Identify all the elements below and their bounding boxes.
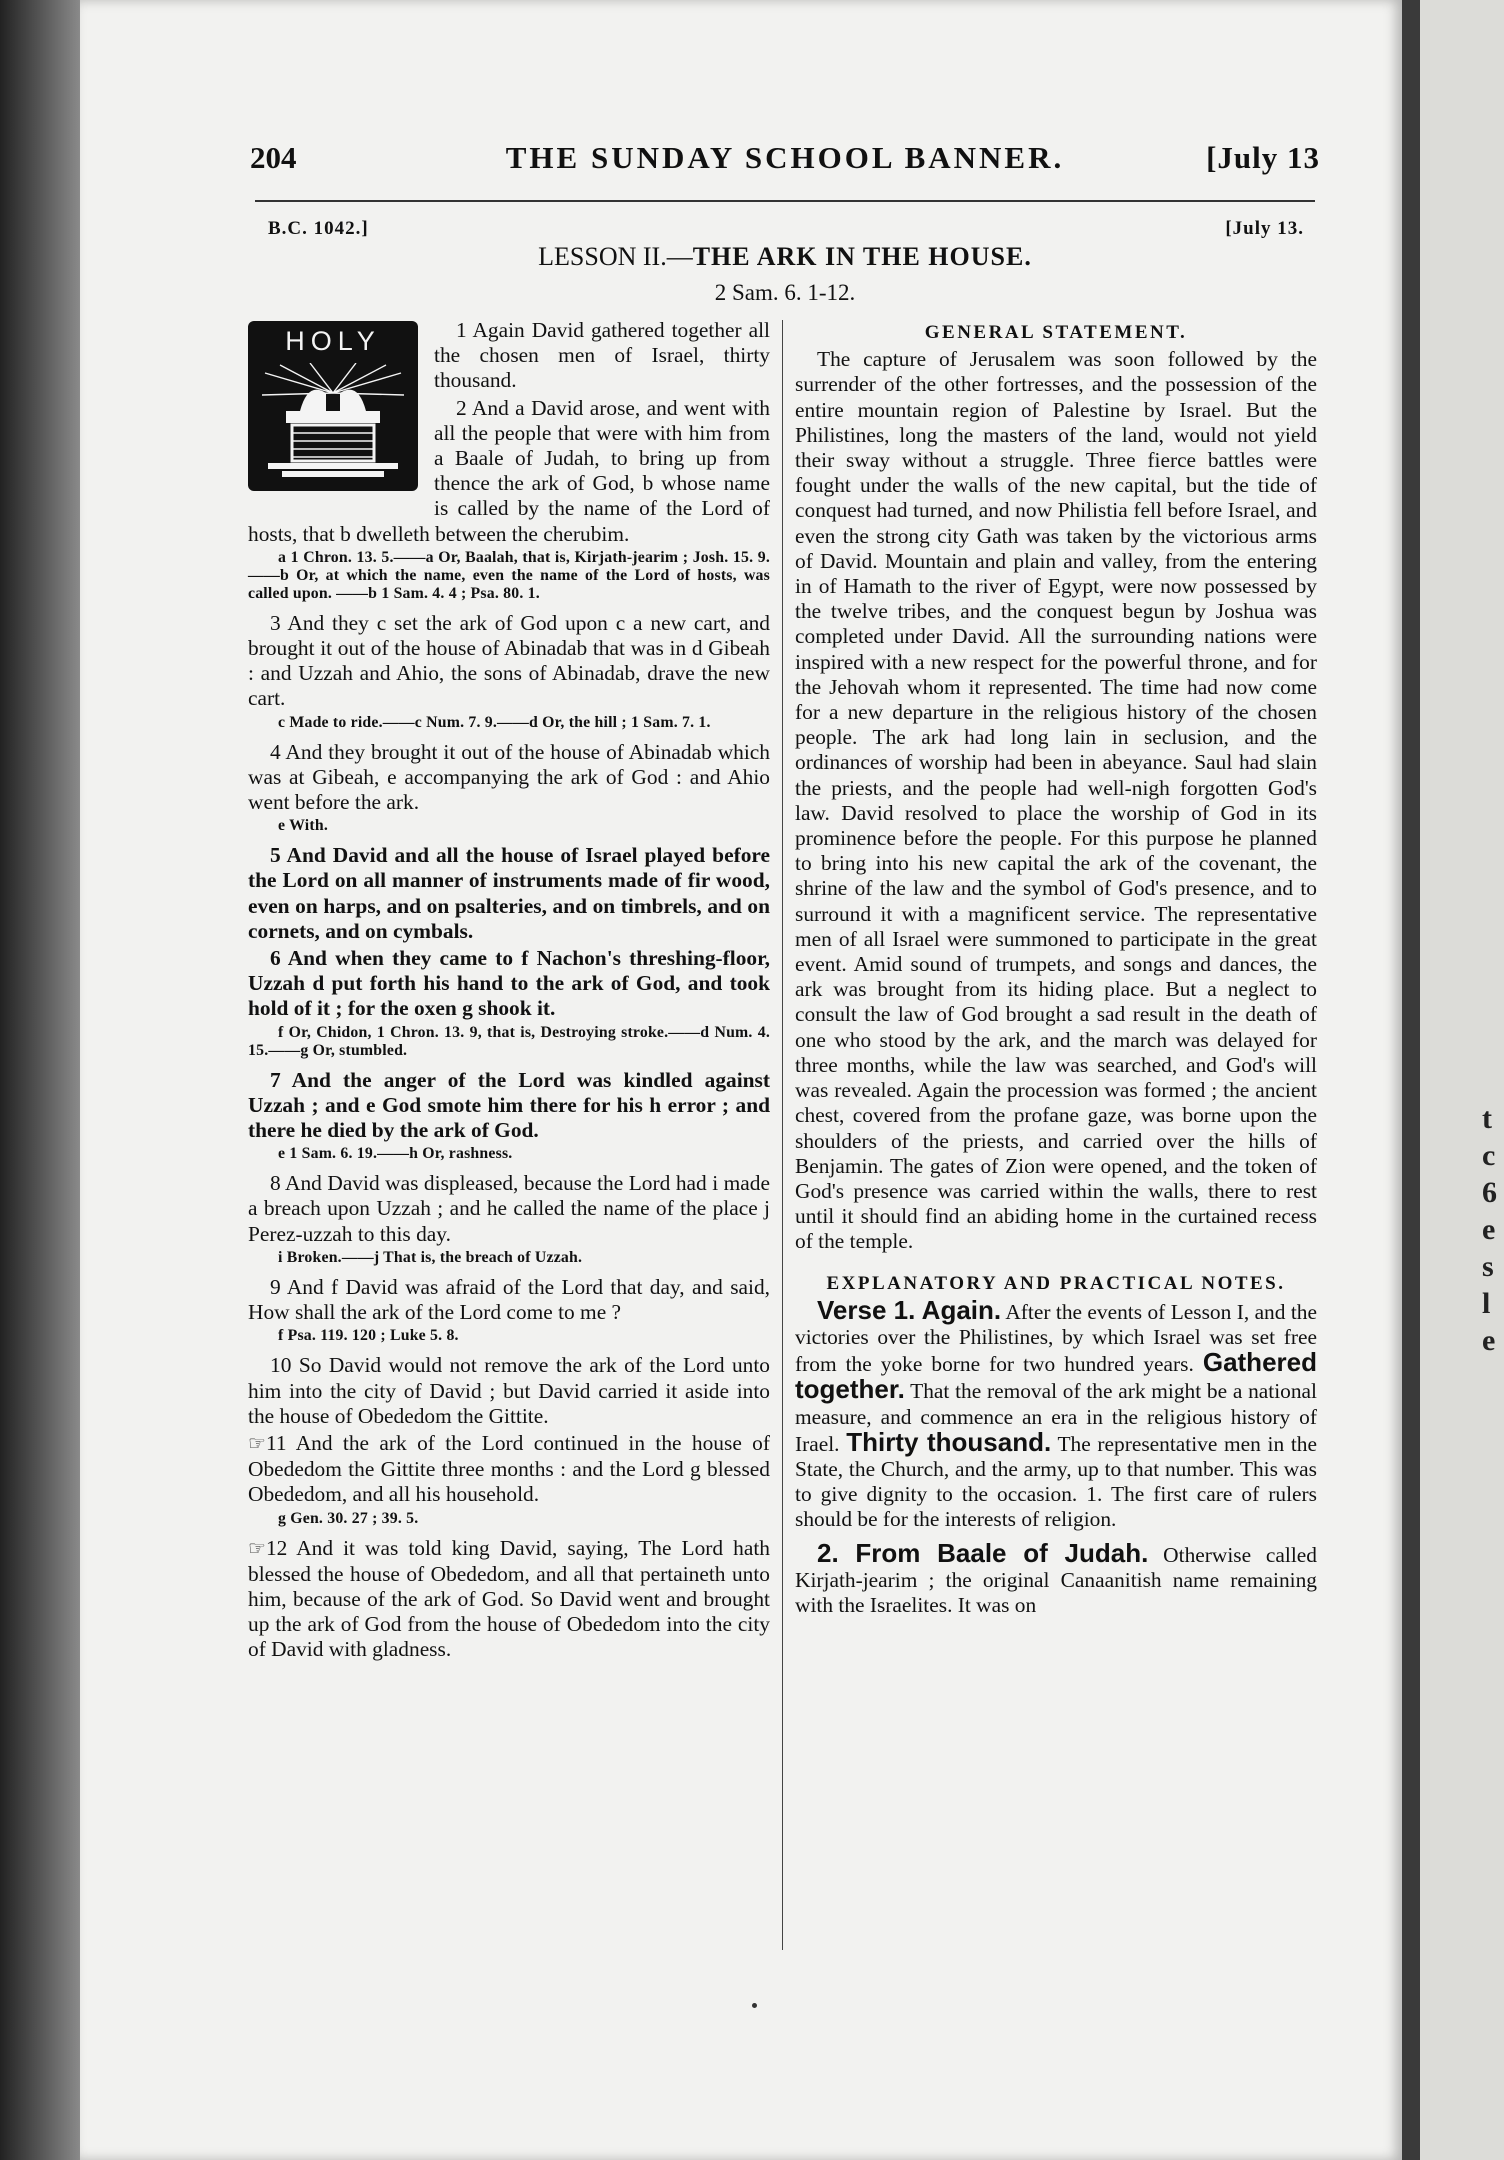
verse-7: 7 And the anger of the Lord was kindled against Uzzah ; and e God smote him there for his h error ; and there he died by the ark of God. [248,1067,770,1143]
verse-11-para [248,1431,770,1508]
column-divider [782,320,783,1950]
verse-8: 8 And David was displeased, because the Lord had i made a breach upon Uzzah ; and he called the name of the place j Perez-uzzah to this day. [248,1171,770,1246]
page-edge [1402,0,1420,2160]
footnote-verse-9: f Psa. 119. 120 ; Luke 5. 8. [278,1327,459,1345]
footnote-verse-11: g Gen. 30. 27 ; 39. 5. [278,1509,419,1527]
lesson-bc-date: B.C. 1042.] [268,218,369,239]
footnote-verse-3: c Made to ride.——c Num. 7. 9.——d Or, the hill ; 1 Sam. 7. 1. [278,713,711,731]
verse-10: 10 So David would not remove the ark of the Lord unto him into the city of David ; but David carried it aside into the house of Obededom the Gittite. [248,1353,770,1428]
ark-icon [260,363,406,481]
book-gutter-shadow [0,0,80,2160]
pointing-hand-icon: ☞ [248,1432,266,1455]
lesson-title [250,242,1320,272]
notes-heading: EXPLANATORY AND PRACTICAL NOTES. [826,1272,1286,1294]
verse-5: 5 And David and all the house of Israel played before the Lord on all manner of instruments made of fir wood, even on harps, and on psalteries, and on timbrels, and on cornets, and on cymbals. [248,843,770,943]
adjacent-page-letters: t c 6 e s l e [1482,1102,1497,1357]
lesson-date: [July 13. [1225,218,1304,239]
scripture-column [248,318,770,1665]
note-keyword-thirty: Thirty thousand. [846,1426,1052,1457]
verse-2: 2 And a David arose, and went with all the people that were with him from a Baale of Judah, to bring up from thence the ark of God, b whose name is called by the name of the Lord of hosts, that b dwelleth between the cherubim. [248,395,770,546]
verse-12-para [248,1536,770,1663]
verse-9: 9 And f David was afraid of the Lord that day, and said, How shall the ark of the Lord come to me ? [248,1274,770,1325]
footnote-verse-6: f Or, Chidon, 1 Chron. 13. 9, that is, Destroying stroke.——d Num. 4. 15.——g Or, stumbled. [248,1023,770,1059]
note-verse-1 [795,1294,1317,1533]
running-header [250,140,1320,180]
general-statement-text: The capture of Jerusalem was soon followed by the surrender of the other fortresses, and the possession of the entire mountain region of Palestine by Israel. But the Philistines, long the masters of the land, would not yield their sway without a struggle. Three fierce battles were fought under the walls of the new capital, but the tide of conquest had turned, and now Philistia fell before Israel, and even the strong city Gath was taken by the victorious arms of David. Mountain and plain and valley, from the entering in of Hamath to the river of Egypt, were now possessed by the twelve tribes, and the conquest begun by Joshua was completed under David. All the surrounding nations were inspired with a new respect for the powerful throne, and for the Jehovah whom it represented. The time had now come for a new departure in the religious history of the chosen people. The ark had long lain in seclusion, and the ordinances of worship had been in abeyance. Saul had slain the priests, and the people had well-nigh forgotten God's law. David resolved to place the worship of God in its prominence before the people. For this purpose he planned to bring into his new capital the ark of the covenant, the shrine of the law and the symbol of God's presence, and to surround it with a magnificent service. The representative men of all Israel were summoned to participate in the great event. Amid sound of trumpets, and songs and dances, the ark was brought from its hiding place. But a neglect to consult the law of God brought a sad result in the death of one who stood by the ark, and the march was delayed for three months, while the law was searched, and God's will was revealed. Again the procession was formed ; the ancient chest, covered from the profane gaze, was borne upon the shoulders of the priests, and carried over the hills of Benjamin. The gates of Zion were opened, and the token of God's presence was carried within the walls, there to rest until it should find an abiding home in the curtained recess of the temple. [795,347,1317,1254]
note-text-thirty: The representative men in the State, the Church, and the army, up to that number. This was to give dignity to the occasion. 1. The first care of rulers should be for the interests of religion. [795,1431,1317,1532]
footnote-verse-7: e 1 Sam. 6. 19.——h Or, rashness. [278,1145,513,1163]
adjacent-page-sliver [1420,0,1504,2160]
note-text-baale: Otherwise called Kirjath-jearim ; the original Canaanitish name remaining with the Israelites. It was on [795,1542,1317,1617]
verse-1: 1 Again David gathered together all the chosen men of Israel, thirty thousand. [434,318,770,393]
footnote-verse-8: i Broken.——j That is, the breach of Uzzah. [278,1248,583,1266]
commentary-column [795,320,1317,1620]
print-dot [752,2003,757,2008]
page-number: 204 [250,140,297,175]
header-rule [255,200,1315,202]
note-keyword-again: Verse 1. Again. [817,1294,1002,1325]
lesson-title-text: THE ARK IN THE HOUSE. [692,242,1032,271]
note-text-gathered: That the removal of the ark might be a national measure, and commence an era in the religious history of Irael. [795,1379,1317,1456]
note-verse-2 [795,1537,1317,1619]
lesson-number: LESSON II.— [538,242,693,271]
periodical-title: THE SUNDAY SCHOOL BANNER. [505,140,1065,175]
scripture-reference: 2 Sam. 6. 1-12. [714,280,856,305]
footnote-verse-4: e With. [278,817,328,835]
pointing-hand-icon: ☞ [248,1537,266,1560]
holy-ark-illustration [248,321,418,491]
note-keyword-gathered: Gathered together. [795,1347,1317,1405]
verse-11: 11 And the ark of the Lord continued in the house of Obededom the Gittite three months : and the Lord g blessed Obededom, and all his household. [248,1430,770,1507]
verse-4: 4 And they brought it out of the house of Abinadab which was at Gibeah, e accompanying the ark of God : and Ahio went before the ark. [248,739,770,815]
header-date: [July 13 [1206,140,1320,175]
footnote-verse-2: a 1 Chron. 13. 5.——a Or, Baalah, that is, Kirjath-jearim ; Josh. 15. 9.——b Or, at which the name, even the name of the Lord of hosts, was called upon. ——b 1 Sam. 4. 4 ; Psa. 80. 1. [248,548,770,602]
verse-12: 12 And it was told king David, saying, The Lord hath blessed the house of Obededom, and all that pertaineth unto him, because of the ark of God. So David went and brought up the ark of God from the house of Obededom into the city of David with gladness. [248,1535,770,1662]
holy-label: HOLY [285,326,381,356]
verse-3: 3 And they c set the ark of God upon c a new cart, and brought it out of the house of Abinadab that was in d Gibeah : and Uzzah and Ahio, the sons of Abinadab, drave the new cart. [248,610,770,711]
general-statement-heading: GENERAL STATEMENT. [924,322,1188,343]
verse-6: 6 And when they came to f Nachon's threshing-floor, Uzzah d put forth his hand to the ark of God, and took hold of it ; for the oxen g shook it. [248,946,770,1021]
note-text-again: After the events of Lesson I, and the victories over the Philistines, by which Israel was set free from the yoke borne for two hundred years. [795,1299,1317,1377]
note-keyword-baale: 2. From Baale of Judah. [817,1537,1149,1568]
